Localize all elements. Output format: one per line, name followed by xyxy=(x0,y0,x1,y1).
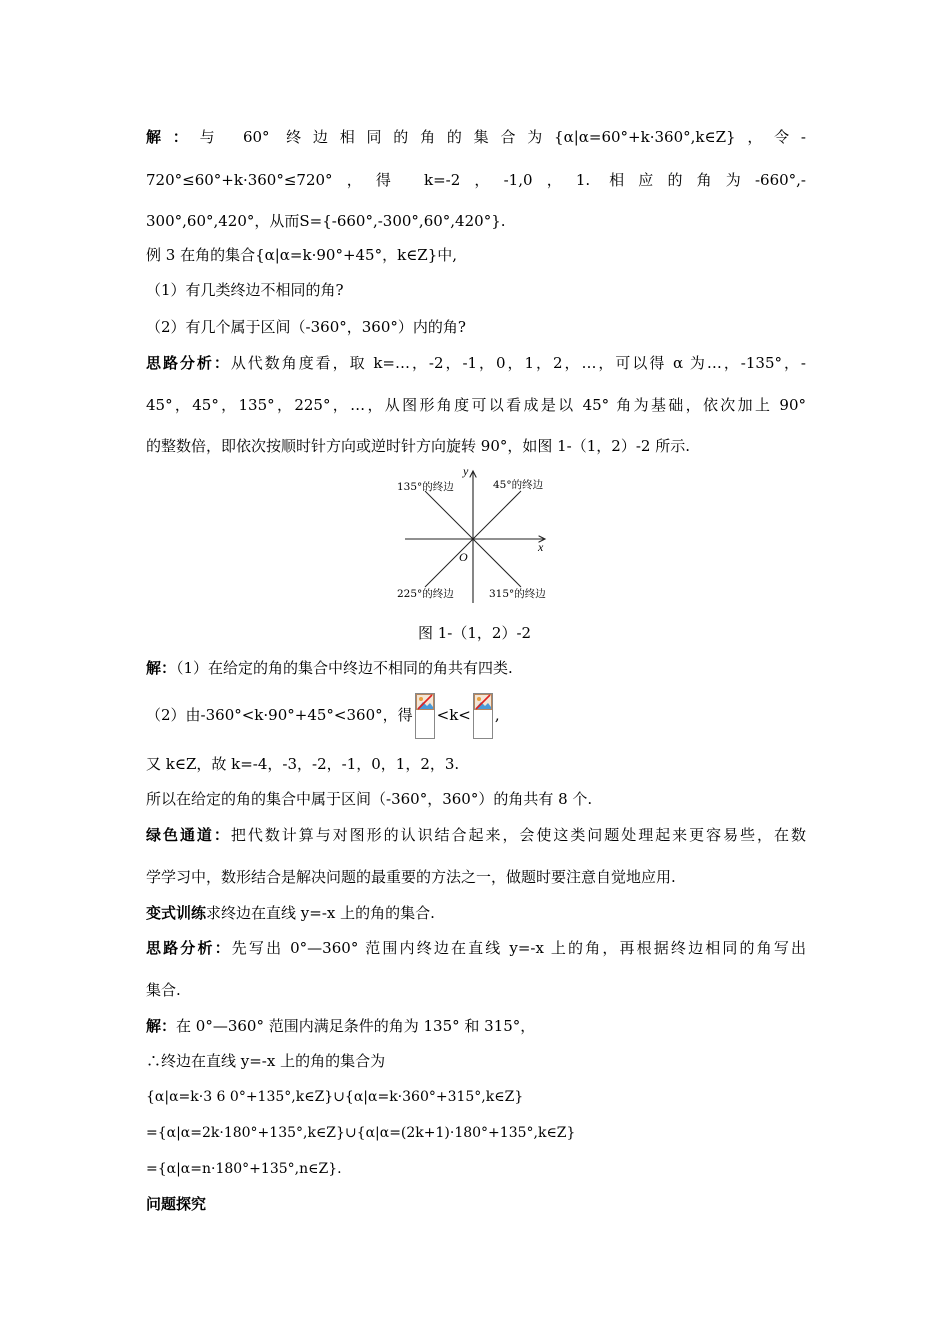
green-channel-line-2: 学学习中，数形结合是解决问题的最重要的方法之一，做题时要注意自觉地应用. xyxy=(146,868,676,886)
label-135: 135°的终边 xyxy=(397,481,454,493)
solution-2-line-5: ={α|α=n·180°+135°,n∈Z}. xyxy=(146,1161,342,1177)
solution-line-1: 解：（1）在给定的角的集合中终边不相同的角共有四类. xyxy=(146,659,513,677)
answer-label: 解： xyxy=(146,1017,177,1035)
figure-caption: 图 1-（1，2）-2 xyxy=(418,624,532,642)
answer-label: 解： xyxy=(146,659,177,677)
broken-image-icon xyxy=(474,694,492,710)
green-channel-label: 绿色通道： xyxy=(146,826,231,844)
fraction-image-2 xyxy=(473,693,493,739)
line-2: 720°≤60°+k·360°≤720°，得 k=-2，-1,0，1. 相应的角为-660°,- xyxy=(146,171,806,189)
analysis-label: 思路分析： xyxy=(146,939,232,957)
variant-label: 变式训练 xyxy=(146,904,207,922)
origin-label: O xyxy=(459,550,468,564)
analysis-2-line-2: 集合. xyxy=(146,981,181,999)
line-3: 300°,60°,420°，从而S={-660°,-300°,60°,420°}. xyxy=(146,212,506,230)
label-45: 45°的终边 xyxy=(493,479,544,491)
section-heading: 问题探究 xyxy=(146,1195,207,1213)
solution-2-line-3: {α|α=k·3 6 0°+135°,k∈Z}∪{α|α=k·360°+315°,k∈Z} xyxy=(146,1089,524,1105)
terminal-sides-figure xyxy=(395,463,565,608)
solution-line-3: 又 k∈Z，故 k=-4，-3，-2，-1，0，1，2，3. xyxy=(146,755,460,773)
solution-2-line-1: 解：在 0°—360° 范围内满足条件的角为 135° 和 315°， xyxy=(146,1017,536,1035)
broken-image-icon xyxy=(416,694,434,710)
variant-training: 变式训练求终边在直线 y=-x 上的角的集合. xyxy=(146,904,435,922)
line-1: 解：与 60° 终边相同的角的集合为{α|α=60°+k·360°,k∈Z}，令- xyxy=(146,128,806,146)
answer-label: 解： xyxy=(146,128,200,146)
analysis-line-2: 45°，45°，135°，225°，…，从图形角度可以看成是以 45° 角为基础，依次加上 90° xyxy=(146,396,806,414)
question-2: （2）有几个属于区间（-360°，360°）内的角? xyxy=(146,318,466,336)
question-1: （1）有几类终边不相同的角? xyxy=(146,281,344,299)
y-label: y xyxy=(463,464,469,478)
solution-2-line-2: ∴终边在直线 y=-x 上的角的集合为 xyxy=(146,1052,386,1070)
green-channel-line-1: 绿色通道：把代数计算与对图形的认识结合起来，会使这类问题处理起来更容易些，在数 xyxy=(146,826,806,844)
solution-2-line-4: ={α|α=2k·180°+135°,k∈Z}∪{α|α=(2k+1)·180°+135°,k∈Z} xyxy=(146,1125,576,1141)
solution-line-2: （2）由-360°<k·90°+45°<360°，得 <k< , xyxy=(146,692,500,739)
x-label: x xyxy=(538,540,544,554)
label-315: 315°的终边 xyxy=(489,588,546,600)
analysis-line-3: 的整数倍，即依次按顺时针方向或逆时针方向旋转 90°，如图 1-（1，2）-2 所示. xyxy=(146,437,690,455)
example-3-title: 例 3 在角的集合{α|α=k·90°+45°，k∈Z}中, xyxy=(146,246,458,264)
solution-line-4: 所以在给定的角的集合中属于区间（-360°，360°）的角共有 8 个. xyxy=(146,790,593,808)
analysis-line-1: 思路分析：从代数角度看，取 k=…，-2，-1，0，1，2，…，可以得 α 为…，-135°，- xyxy=(146,354,806,372)
analysis-label: 思路分析： xyxy=(146,354,231,372)
label-225: 225°的终边 xyxy=(397,588,454,600)
analysis-2-line-1: 思路分析：先写出 0°—360° 范围内终边在直线 y=-x 上的角，再根据终边相同的角写出 xyxy=(146,939,806,957)
fraction-image-1 xyxy=(415,693,435,739)
